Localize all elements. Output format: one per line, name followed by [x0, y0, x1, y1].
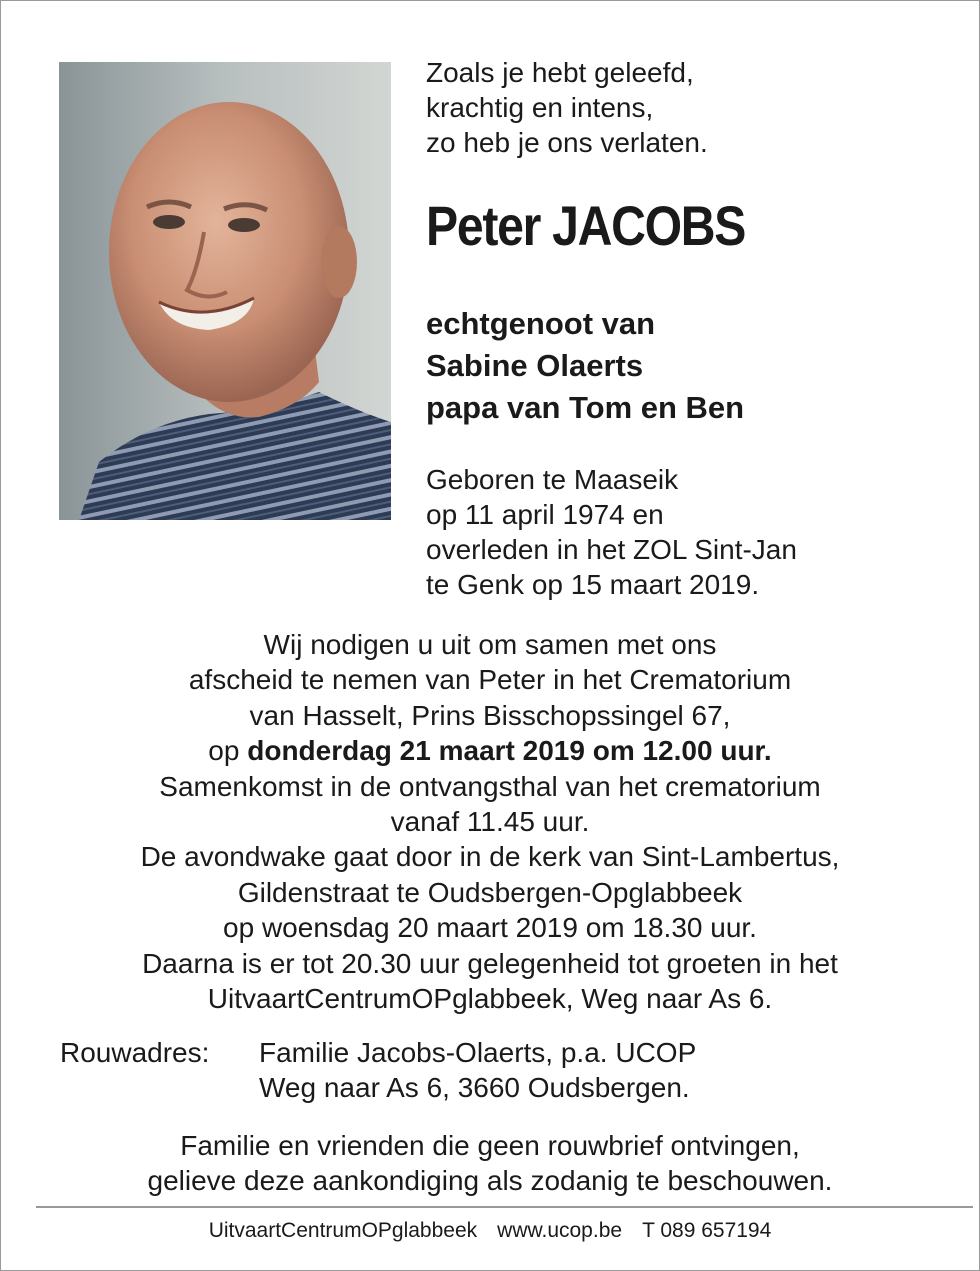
relation-line: papa van Tom en Ben — [426, 390, 745, 425]
invitation-line: vanaf 11.45 uur. — [390, 806, 590, 838]
relation-line: echtgenoot van — [426, 306, 656, 341]
relation-line: Sabine Olaerts — [426, 348, 644, 383]
footer-phone: T 089 657194 — [642, 1219, 772, 1242]
poem-line: Zoals je hebt geleefd, — [426, 57, 694, 88]
poem — [426, 55, 708, 160]
portrait-photo — [59, 62, 391, 520]
address-line: Familie Jacobs-Olaerts, p.a. UCOP — [259, 1037, 697, 1068]
footer-divider — [36, 1206, 973, 1208]
birth-line: op 11 april 1974 en — [426, 499, 664, 530]
invitation-line: Samenkomst in de ontvangsthal van het crematorium — [159, 770, 821, 802]
closing-note — [40, 1128, 940, 1198]
invitation-date-prefix: op — [208, 735, 248, 767]
invitation-line: Wij nodigen u uit om samen met ons — [263, 629, 717, 660]
birth-line: overleden in het ZOL Sint-Jan — [426, 534, 797, 565]
deceased-name: Peter JACOBS — [426, 194, 746, 257]
funeral-invitation — [40, 627, 940, 1016]
invitation-line: Gildenstraat te Oudsbergen-Opglabbeek — [237, 876, 743, 908]
footer — [0, 1216, 980, 1246]
invitation-line: De avondwake gaat door in de kerk van Sint-Lambertus, — [140, 841, 840, 873]
closing-line: gelieve deze aankondiging als zodanig te beschouwen. — [147, 1165, 833, 1196]
invitation-line: van Hasselt, Prins Bisschopssingel 67, — [249, 699, 731, 731]
footer-company: UitvaartCentrumOPglabbeek — [208, 1219, 478, 1242]
invitation-line: op woensdag 20 maart 2019 om 18.30 uur. — [223, 912, 757, 944]
birth-death-details — [426, 462, 797, 602]
invitation-line: UitvaartCentrumOPglabbeek, Weg naar As 6. — [207, 983, 773, 1015]
family-relations — [426, 303, 744, 429]
invitation-line: Daarna is er tot 20.30 uur gelegenheid tot groeten in het — [142, 947, 838, 979]
invitation-date-line — [40, 733, 940, 768]
invitation-line: afscheid te nemen van Peter in het Crematorium — [188, 664, 792, 696]
closing-line: Familie en vrienden die geen rouwbrief ontvingen, — [180, 1130, 800, 1161]
poem-line: zo heb je ons verlaten. — [426, 127, 708, 158]
birth-line: Geboren te Maaseik — [426, 464, 679, 495]
ceremony-date: donderdag 21 maart 2019 om 12.00 uur. — [247, 735, 772, 767]
address-line: Weg naar As 6, 3660 Oudsbergen. — [259, 1072, 690, 1103]
address-label: Rouwadres: — [60, 1037, 210, 1068]
birth-line: te Genk op 15 maart 2019. — [426, 569, 760, 600]
footer-website[interactable]: www.ucop.be — [497, 1219, 623, 1242]
poem-line: krachtig en intens, — [426, 92, 654, 123]
